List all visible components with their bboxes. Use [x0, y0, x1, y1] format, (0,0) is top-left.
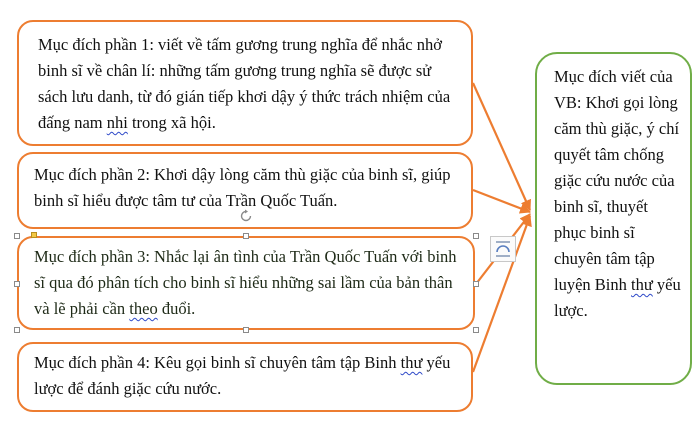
- part3-box[interactable]: [17, 236, 475, 330]
- adjust-handle[interactable]: [31, 232, 37, 238]
- goal-text: Mục đích viết của VB: Khơi gọi lòng căm thù giặc, ý chí quyết tâm chống giặc cứu nước của binh sĩ, thuyết phục binh sĩ chuyên tâm tập luyện Binh thư yếu lược.: [554, 67, 681, 320]
- part4-box[interactable]: [17, 342, 473, 412]
- layout-options-icon[interactable]: [490, 236, 516, 262]
- resize-handle-bottom-left[interactable]: [14, 327, 20, 333]
- part1-box[interactable]: [17, 20, 473, 146]
- resize-handle-top[interactable]: [243, 233, 249, 239]
- arrow-part1: [473, 83, 530, 210]
- part1-text: Mục đích phần 1: viết về tấm gương trung nghĩa để nhắc nhở binh sĩ về chân lí: những tấm gương trung nghĩa sẽ được sử sách lưu danh, từ đó gián tiếp khơi dậy ý thức trách nhiệm của đấng nam nhi trong xã hội.: [38, 35, 451, 132]
- rotate-handle-icon[interactable]: [239, 209, 253, 223]
- resize-handle-left[interactable]: [14, 281, 20, 287]
- resize-handle-right[interactable]: [473, 281, 479, 287]
- resize-handle-top-left[interactable]: [14, 233, 20, 239]
- resize-handle-bottom[interactable]: [243, 327, 249, 333]
- part3-text: Mục đích phần 3: Nhắc lại ân tình của Trần Quốc Tuấn với binh sĩ qua đó phân tích cho binh sĩ hiểu những sai lầm của bản thân và lẽ phải cần theo đuổi.: [34, 247, 457, 318]
- resize-handle-bottom-right[interactable]: [473, 327, 479, 333]
- arrow-part2: [473, 190, 530, 212]
- part4-text: Mục đích phần 4: Kêu gọi binh sĩ chuyên tâm tập Binh thư yếu lược để đánh giặc cứu nước.: [34, 353, 451, 398]
- goal-box[interactable]: [535, 52, 692, 385]
- part2-text: Mục đích phần 2: Khơi dậy lòng căm thù giặc của binh sĩ, giúp binh sĩ hiểu được tâm tư của Trần Quốc Tuấn.: [34, 165, 451, 210]
- resize-handle-top-right[interactable]: [473, 233, 479, 239]
